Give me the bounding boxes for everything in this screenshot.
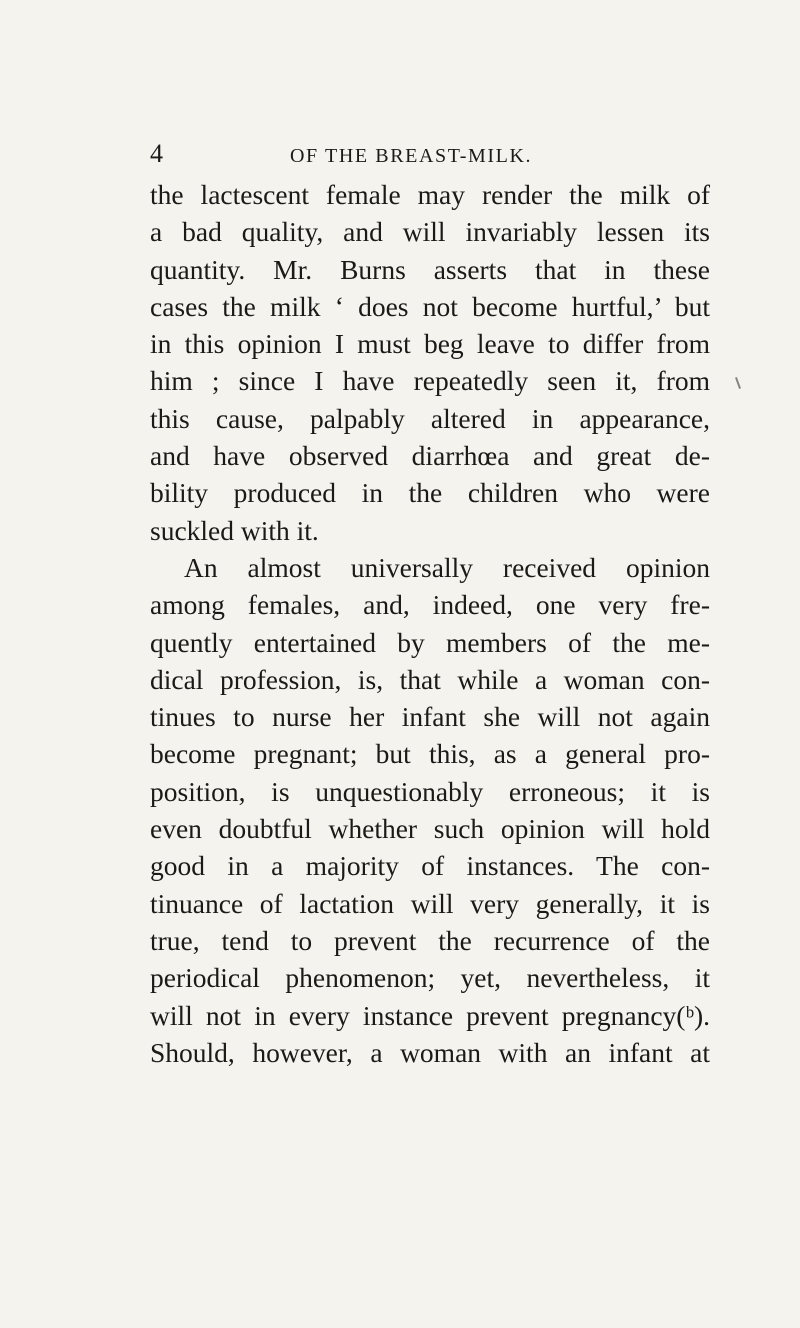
text-line: the lactescent female may render the milk of xyxy=(150,179,710,210)
paragraph xyxy=(150,176,710,549)
text-line: among females, and, indeed, one very fre- xyxy=(150,589,710,621)
text-line: Should, however, a woman with an infant at xyxy=(150,1036,710,1068)
margin-mark xyxy=(735,377,741,389)
running-title: OF THE BREAST-MILK. xyxy=(290,145,533,167)
text-line: tinues to nurse her infant she will not again xyxy=(150,701,710,733)
text-line: quently entertained by members of the me- xyxy=(150,626,710,658)
text-line: position, is unquestionably erroneous; it is xyxy=(150,775,710,807)
text-line: dical profession, is, that while a woman con- xyxy=(150,663,710,695)
text-line: even doubtful whether such opinion will hold xyxy=(150,813,710,845)
text-line: will not in every instance prevent pregnancy(ᵇ). xyxy=(150,999,710,1031)
text-line: suckled with it. xyxy=(150,514,319,546)
text-line: tinuance of lactation will very generally, it is xyxy=(150,887,710,919)
text-line: this cause, palpably altered in appearance, xyxy=(150,402,710,434)
text-line: true, tend to prevent the recurrence of the xyxy=(150,924,710,956)
text-line: cases the milk ‘ does not become hurtful,’ but xyxy=(150,290,710,322)
text-line: good in a majority of instances. The con- xyxy=(150,850,710,882)
text-line: in this opinion I must beg leave to differ from xyxy=(150,328,710,360)
text-line: quantity. Mr. Burns asserts that in these xyxy=(150,253,710,285)
text-line: him ; since I have repeatedly seen it, from xyxy=(150,365,710,397)
text-line: bility produced in the children who were xyxy=(150,477,710,509)
text-line: a bad quality, and will invariably lessen its xyxy=(150,216,710,248)
body-text xyxy=(150,176,710,1071)
page-header xyxy=(150,138,690,174)
text-line: and have observed diarrhœa and great de- xyxy=(150,440,710,472)
text-line: become pregnant; but this, as a general pro- xyxy=(150,738,710,770)
text-line: An almost universally received opinion xyxy=(184,551,710,583)
paragraph xyxy=(150,549,710,1071)
text-line: periodical phenomenon; yet, nevertheless, it xyxy=(150,962,710,994)
page-number: 4 xyxy=(150,139,163,168)
